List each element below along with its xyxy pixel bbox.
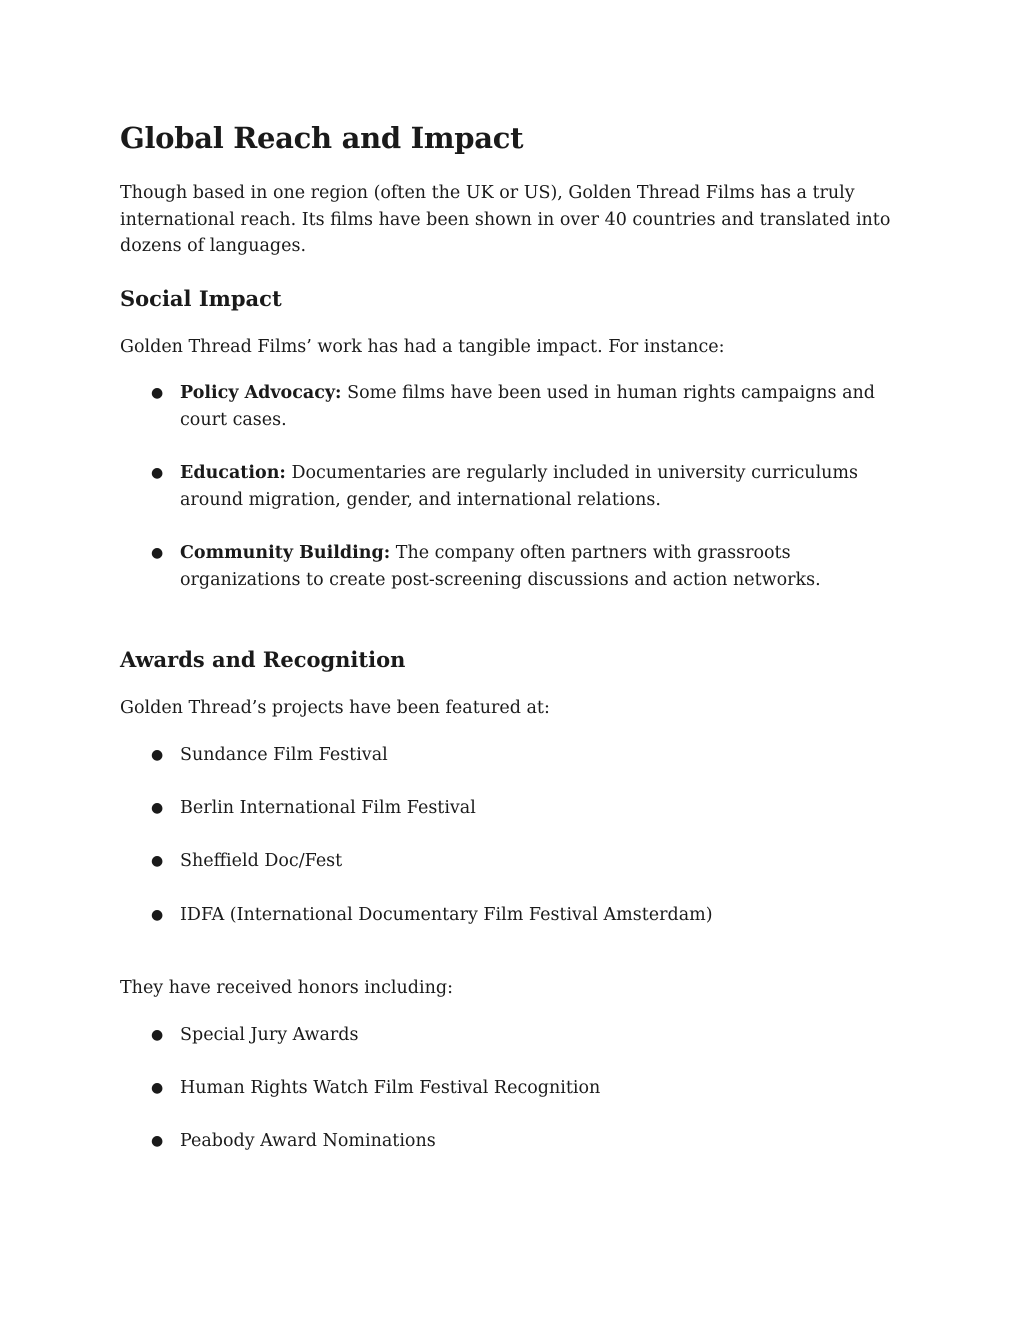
bullet-icon: ● xyxy=(151,906,164,923)
bullet-icon: ● xyxy=(151,747,164,763)
honor-name: Human Rights Watch Film Festival Recognition xyxy=(180,1078,601,1099)
bullet-icon: ● xyxy=(151,853,164,870)
bullet-icon: ● xyxy=(151,1133,164,1150)
bullet-icon: ● xyxy=(151,545,164,561)
bullet-icon: ● xyxy=(151,800,164,817)
item-text: Documentaries are regularly included in university curriculums around migration, gender, and international relations. xyxy=(180,463,859,510)
list-item xyxy=(120,902,910,929)
bullet-icon: ● xyxy=(151,385,164,401)
page-title: Global Reach and Impact xyxy=(120,121,524,155)
festival-name: IDFA (International Documentary Film Festival Amsterdam) xyxy=(180,904,713,925)
list-item xyxy=(120,540,910,593)
honors-intro: They have received honors including: xyxy=(120,978,453,998)
bullet-icon: ● xyxy=(151,1080,164,1097)
list-item xyxy=(120,460,910,513)
festival-name: Sheffield Doc/Fest xyxy=(180,851,343,872)
list-item xyxy=(120,1075,910,1102)
social-impact-heading: Social Impact xyxy=(120,286,282,311)
list-item xyxy=(120,380,910,433)
list-item xyxy=(120,1022,910,1049)
list-item xyxy=(120,1128,910,1155)
awards-intro: Golden Thread’s projects have been featured at: xyxy=(120,698,550,718)
honor-name: Peabody Award Nominations xyxy=(180,1131,436,1152)
item-label: Community Building: xyxy=(180,543,391,563)
honor-name: Special Jury Awards xyxy=(180,1025,359,1045)
intro-paragraph: Though based in one region (often the UK or US), Golden Thread Films has a truly international reach. Its films have been shown in over 40 countries and translated into dozens of languages. xyxy=(120,183,891,256)
list-item xyxy=(120,742,910,769)
bullet-icon: ● xyxy=(151,465,164,481)
bullet-icon: ● xyxy=(151,1027,164,1043)
honors-list xyxy=(120,1022,910,1182)
item-label: Policy Advocacy: xyxy=(180,383,342,403)
item-text: The company often partners with grassroots organizations to create post-screening discussions and action networks. xyxy=(180,543,821,590)
social-impact-list xyxy=(120,380,910,620)
awards-heading: Awards and Recognition xyxy=(120,647,406,672)
social-impact-intro: Golden Thread Films’ work has had a tangible impact. For instance: xyxy=(120,337,725,357)
list-item xyxy=(120,848,910,875)
festival-name: Berlin International Film Festival xyxy=(180,798,476,819)
item-text: Some films have been used in human rights campaigns and court cases. xyxy=(180,383,875,430)
festival-list xyxy=(120,742,910,955)
festival-name: Sundance Film Festival xyxy=(180,745,388,765)
list-item xyxy=(120,795,910,822)
item-label: Education: xyxy=(180,463,286,483)
